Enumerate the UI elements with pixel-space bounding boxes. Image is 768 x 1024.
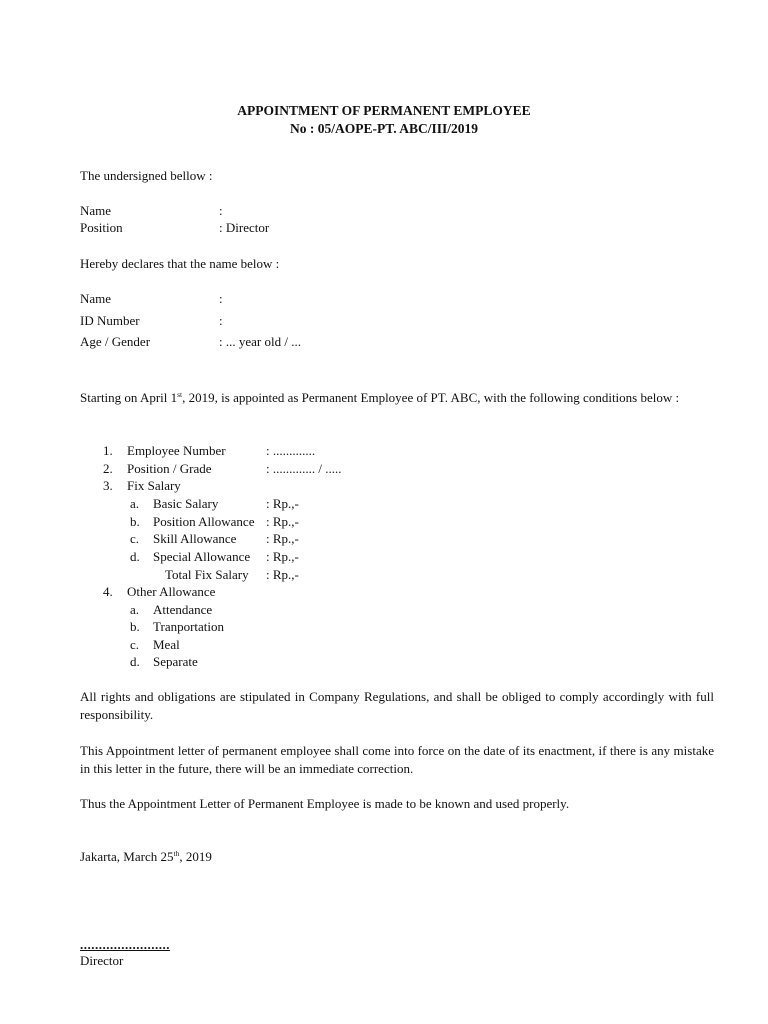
rights-paragraph: All rights and obligations are stipulated in Company Regulations, and shall be obliged to comply accordingly with full responsibility. (80, 689, 714, 722)
intro-text: The undersigned bellow : (80, 168, 213, 183)
signer-name-label: Name (80, 203, 112, 218)
condition-number: 2. (103, 461, 113, 476)
other-item-letter: d. (130, 654, 140, 669)
salary-item-letter: d. (130, 549, 140, 564)
transportation-label: Tranportation (153, 619, 225, 634)
starting-paragraph: Starting on April 1st, 2019, is appointed as Permanent Employee of PT. ABC, with the following conditions below : (80, 390, 680, 405)
other-item-letter: b. (130, 619, 140, 634)
place-date: Jakarta, March 25th, 2019 (80, 849, 212, 864)
position-allowance-label: Position Allowance (153, 514, 255, 529)
total-fix-salary-value: : Rp.,- (266, 567, 299, 582)
salary-item-letter: a. (130, 496, 140, 511)
special-allowance-value: : Rp.,- (266, 549, 299, 564)
signer-position-value: : Director (219, 220, 270, 235)
salary-item-letter: c. (130, 531, 140, 546)
fix-salary-label: Fix Salary (127, 478, 181, 493)
employee-name-label: Name (80, 291, 112, 306)
position-allowance-value: : Rp.,- (266, 514, 299, 529)
document-number: No : 05/AOPE-PT. ABC/III/2019 (289, 121, 478, 136)
employee-id-label: ID Number (80, 313, 140, 328)
other-allowance-label: Other Allowance (127, 584, 216, 599)
special-allowance-label: Special Allowance (153, 549, 251, 564)
employee-id-value: : (219, 313, 223, 328)
separate-label: Separate (153, 654, 198, 669)
total-fix-salary-label: Total Fix Salary (165, 567, 249, 582)
closing-paragraph: Thus the Appointment Letter of Permanent Employee is made to be known and used properly. (80, 796, 570, 811)
document-title: APPOINTMENT OF PERMANENT EMPLOYEE (237, 103, 531, 118)
position-grade-label: Position / Grade (127, 461, 212, 476)
skill-allowance-label: Skill Allowance (153, 531, 237, 546)
other-item-letter: c. (130, 637, 140, 652)
position-grade-value: : ............. / ..... (266, 461, 342, 476)
meal-label: Meal (153, 637, 180, 652)
skill-allowance-value: : Rp.,- (266, 531, 299, 546)
basic-salary-value: : Rp.,- (266, 496, 299, 511)
signature-line: ........................ (80, 937, 170, 952)
employee-age-value: : ... year old / ... (219, 334, 301, 349)
force-paragraph: This Appointment letter of permanent employee shall come into force on the date of its enactment, if there is any mistake in this letter in the future, there will be an immediate correction. (80, 743, 714, 776)
condition-number: 4. (103, 584, 113, 599)
condition-number: 1. (103, 443, 113, 458)
signer-position-label: Position (80, 220, 123, 235)
salary-item-letter: b. (130, 514, 140, 529)
signature-role: Director (80, 953, 124, 968)
employee-number-label: Employee Number (127, 443, 226, 458)
employee-age-label: Age / Gender (80, 334, 151, 349)
attendance-label: Attendance (153, 602, 213, 617)
employee-name-value: : (219, 291, 223, 306)
other-item-letter: a. (130, 602, 140, 617)
employee-number-value: : ............. (266, 443, 316, 458)
declares-text: Hereby declares that the name below : (80, 256, 280, 271)
condition-number: 3. (103, 478, 113, 493)
signer-name-value: : (219, 203, 223, 218)
basic-salary-label: Basic Salary (153, 496, 219, 511)
